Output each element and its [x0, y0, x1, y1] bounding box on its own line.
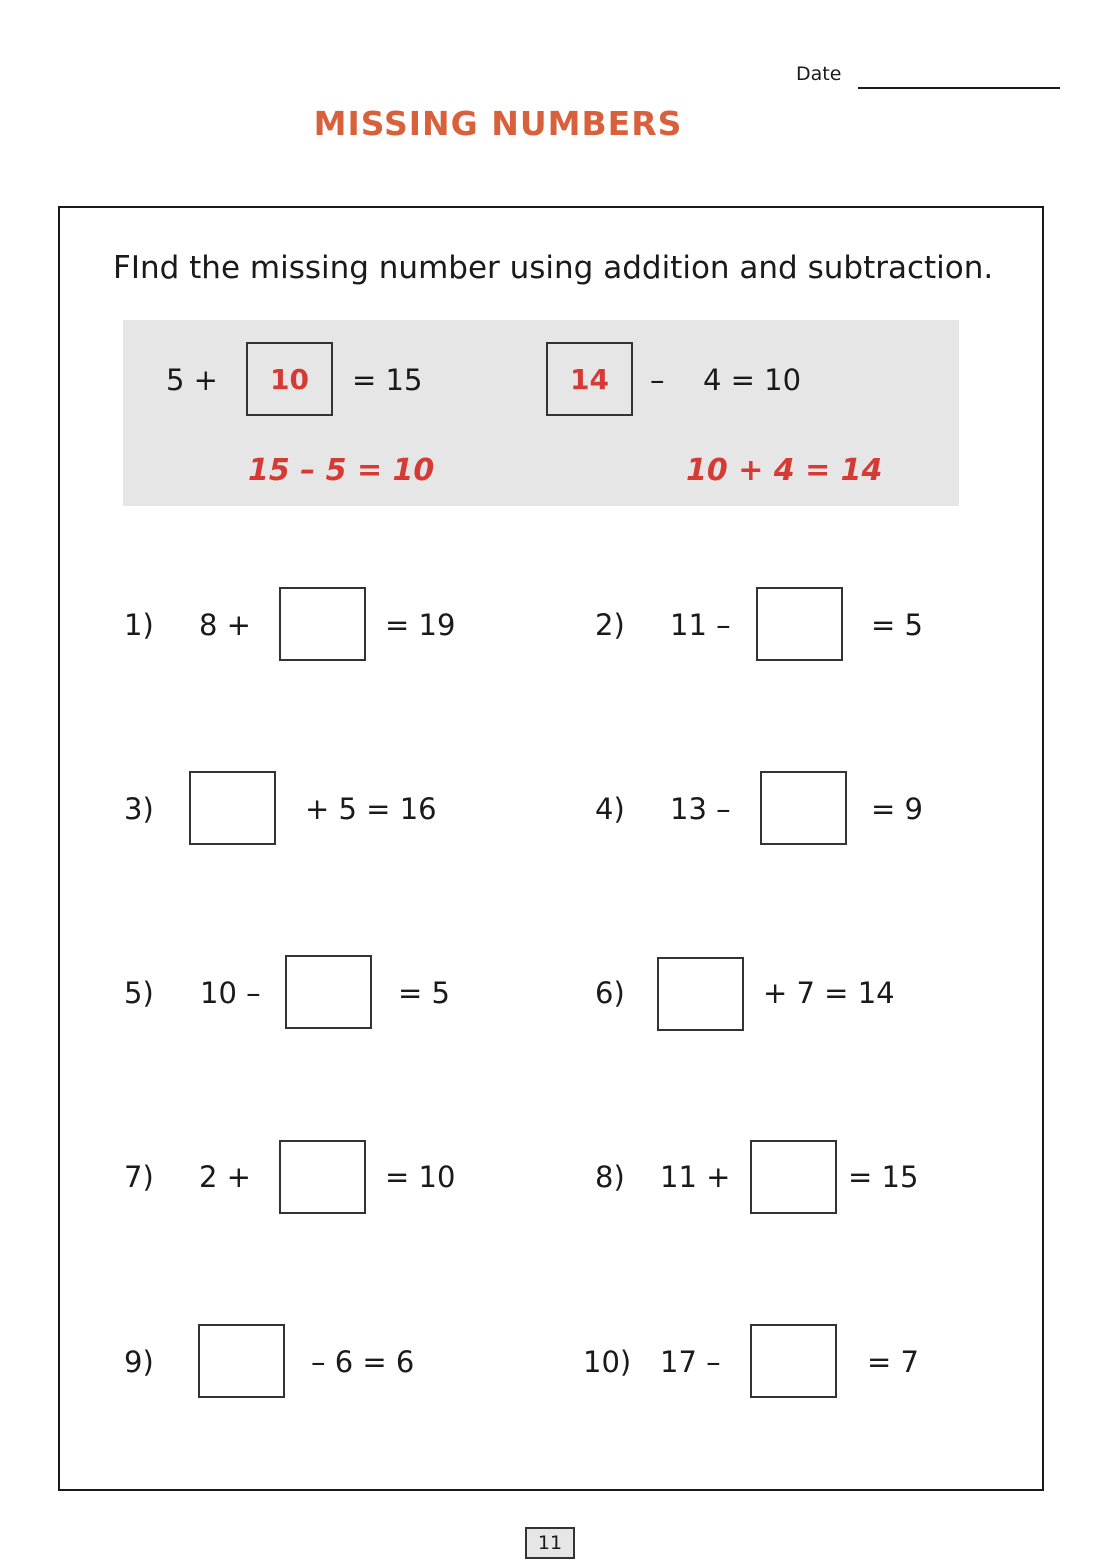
problem-4-number: 4) — [595, 792, 625, 826]
problem-8-after: = 15 — [848, 1160, 919, 1194]
problem-7-answer-box[interactable] — [279, 1140, 366, 1214]
problem-1-number: 1) — [124, 608, 154, 642]
problem-8-number: 8) — [595, 1160, 625, 1194]
example-1-answer-box — [246, 342, 333, 416]
problem-5-number: 5) — [124, 976, 154, 1010]
example-2-op: – — [650, 363, 665, 397]
problem-2-number: 2) — [595, 608, 625, 642]
problem-7-after: = 10 — [385, 1160, 456, 1194]
problem-8-answer-box[interactable] — [750, 1140, 837, 1214]
problem-4-after: = 9 — [871, 792, 923, 826]
problem-7-before: 2 + — [199, 1160, 251, 1194]
page-title: MISSING NUMBERS — [313, 104, 683, 143]
example-2-answer-box — [546, 342, 633, 416]
example-1-rest: = 15 — [352, 363, 423, 397]
problem-10-number: 10) — [583, 1345, 632, 1379]
example-2-hint: 10 + 4 = 14 — [686, 453, 883, 488]
problem-6-answer-box[interactable] — [657, 957, 744, 1031]
problem-4-before: 13 – — [670, 792, 731, 826]
problem-3-answer-box[interactable] — [189, 771, 276, 845]
problem-7-number: 7) — [124, 1160, 154, 1194]
instruction-text: FInd the missing number using addition and subtraction. — [113, 250, 994, 286]
problem-6-number: 6) — [595, 976, 625, 1010]
problem-1-after: = 19 — [385, 608, 456, 642]
example-1-first: 5 + — [166, 363, 218, 397]
problem-5-before: 10 – — [200, 976, 261, 1010]
date-label: Date — [796, 63, 842, 85]
example-2-rest: 4 = 10 — [703, 363, 802, 397]
page-number: 11 — [525, 1527, 575, 1559]
problem-10-answer-box[interactable] — [750, 1324, 837, 1398]
problem-10-after: = 7 — [867, 1345, 919, 1379]
problem-3-number: 3) — [124, 792, 154, 826]
example-2-answer: 14 — [570, 362, 609, 396]
problem-6-after: + 7 = 14 — [763, 976, 895, 1010]
problem-8-before: 11 + — [660, 1160, 731, 1194]
problem-5-after: = 5 — [398, 976, 450, 1010]
example-1-answer: 10 — [270, 362, 309, 396]
problem-4-answer-box[interactable] — [760, 771, 847, 845]
problem-9-number: 9) — [124, 1345, 154, 1379]
problem-5-answer-box[interactable] — [285, 955, 372, 1029]
problem-2-after: = 5 — [871, 608, 923, 642]
date-line[interactable] — [858, 87, 1060, 89]
problem-2-answer-box[interactable] — [756, 587, 843, 661]
problem-9-answer-box[interactable] — [198, 1324, 285, 1398]
problem-9-after: – 6 = 6 — [311, 1345, 415, 1379]
problem-1-before: 8 + — [199, 608, 251, 642]
problem-3-after: + 5 = 16 — [305, 792, 437, 826]
problem-2-before: 11 – — [670, 608, 731, 642]
problem-1-answer-box[interactable] — [279, 587, 366, 661]
example-1-hint: 15 – 5 = 10 — [248, 453, 435, 488]
problem-10-before: 17 – — [660, 1345, 721, 1379]
